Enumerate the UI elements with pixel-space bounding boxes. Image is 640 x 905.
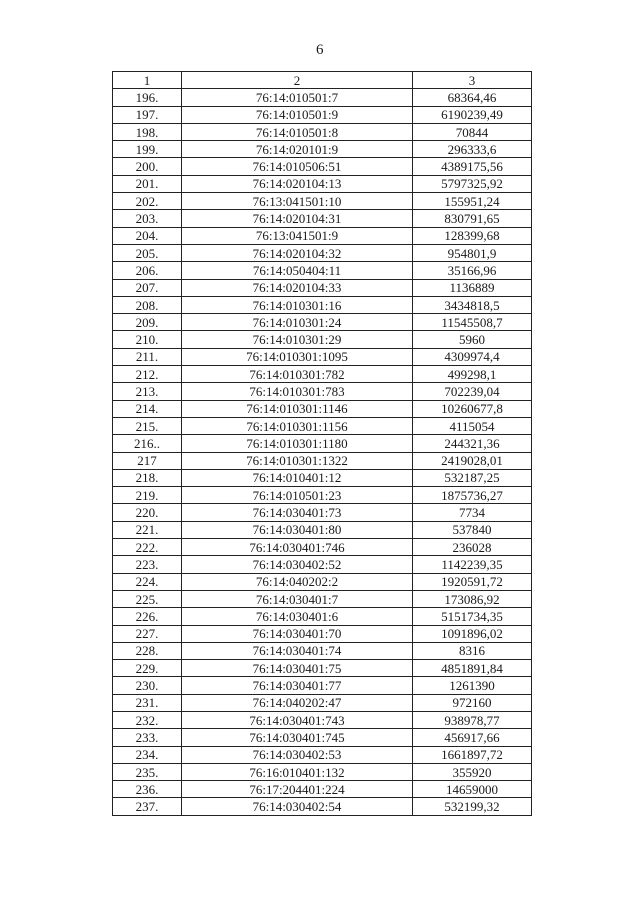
cadastral-number-cell: 76:14:010301:1146 bbox=[182, 400, 413, 417]
table-row bbox=[113, 556, 532, 573]
value-cell: 1920591,72 bbox=[413, 573, 532, 590]
cadastral-number-cell: 76:14:010301:1095 bbox=[182, 348, 413, 365]
table-row bbox=[113, 141, 532, 158]
cadastral-number-cell: 76:14:010501:8 bbox=[182, 123, 413, 140]
row-number-cell: 200. bbox=[113, 158, 182, 175]
cadastral-number-cell: 76:14:050404:11 bbox=[182, 262, 413, 279]
cadastral-number-cell: 76:14:030402:54 bbox=[182, 798, 413, 815]
cadastral-number-cell: 76:14:030401:743 bbox=[182, 711, 413, 728]
cadastral-number-cell: 76:14:030402:52 bbox=[182, 556, 413, 573]
table-row bbox=[113, 642, 532, 659]
table-row bbox=[113, 417, 532, 434]
cadastral-number-cell: 76:14:040202:47 bbox=[182, 694, 413, 711]
table-row bbox=[113, 348, 532, 365]
value-cell: 456917,66 bbox=[413, 729, 532, 746]
row-number-cell: 209. bbox=[113, 314, 182, 331]
value-cell: 1661897,72 bbox=[413, 746, 532, 763]
table-row bbox=[113, 539, 532, 556]
cadastral-number-cell: 76:14:030401:77 bbox=[182, 677, 413, 694]
value-cell: 8316 bbox=[413, 642, 532, 659]
row-number-cell: 232. bbox=[113, 711, 182, 728]
cadastral-number-cell: 76:14:030401:74 bbox=[182, 642, 413, 659]
row-number-cell: 205. bbox=[113, 244, 182, 261]
table-row bbox=[113, 677, 532, 694]
row-number-cell: 219. bbox=[113, 487, 182, 504]
table-row bbox=[113, 262, 532, 279]
value-cell: 532187,25 bbox=[413, 469, 532, 486]
value-cell: 4115054 bbox=[413, 417, 532, 434]
value-cell: 3434818,5 bbox=[413, 296, 532, 313]
table-row bbox=[113, 763, 532, 780]
row-number-cell: 207. bbox=[113, 279, 182, 296]
cadastral-number-cell: 76:14:030401:80 bbox=[182, 521, 413, 538]
cadastral-number-cell: 76:14:010301:1180 bbox=[182, 435, 413, 452]
cadastral-number-cell: 76:14:020101:9 bbox=[182, 141, 413, 158]
value-cell: 11545508,7 bbox=[413, 314, 532, 331]
row-number-cell: 197. bbox=[113, 106, 182, 123]
cadastral-number-cell: 76:14:010301:1322 bbox=[182, 452, 413, 469]
row-number-cell: 208. bbox=[113, 296, 182, 313]
row-number-cell: 204. bbox=[113, 227, 182, 244]
cadastral-number-cell: 76:14:020104:13 bbox=[182, 175, 413, 192]
row-number-cell: 210. bbox=[113, 331, 182, 348]
cadastral-number-cell: 76:13:041501:10 bbox=[182, 193, 413, 210]
value-cell: 10260677,8 bbox=[413, 400, 532, 417]
table-row bbox=[113, 244, 532, 261]
row-number-cell: 211. bbox=[113, 348, 182, 365]
cadastral-number-cell: 76:14:030401:6 bbox=[182, 608, 413, 625]
value-cell: 355920 bbox=[413, 763, 532, 780]
row-number-cell: 229. bbox=[113, 660, 182, 677]
row-number-cell: 228. bbox=[113, 642, 182, 659]
table-row bbox=[113, 452, 532, 469]
row-number-cell: 198. bbox=[113, 123, 182, 140]
value-cell: 244321,36 bbox=[413, 435, 532, 452]
cadastral-number-cell: 76:14:030401:746 bbox=[182, 539, 413, 556]
value-cell: 7734 bbox=[413, 504, 532, 521]
row-number-cell: 218. bbox=[113, 469, 182, 486]
value-cell: 173086,92 bbox=[413, 590, 532, 607]
column-header-3: 3 bbox=[413, 72, 532, 89]
table-row bbox=[113, 158, 532, 175]
cadastral-number-cell: 76:13:041501:9 bbox=[182, 227, 413, 244]
row-number-cell: 224. bbox=[113, 573, 182, 590]
cadastral-number-cell: 76:14:010301:29 bbox=[182, 331, 413, 348]
cadastral-number-cell: 76:14:010506:51 bbox=[182, 158, 413, 175]
value-cell: 35166,96 bbox=[413, 262, 532, 279]
row-number-cell: 236. bbox=[113, 781, 182, 798]
row-number-cell: 212. bbox=[113, 366, 182, 383]
row-number-cell: 230. bbox=[113, 677, 182, 694]
value-cell: 499298,1 bbox=[413, 366, 532, 383]
table-row bbox=[113, 123, 532, 140]
row-number-cell: 234. bbox=[113, 746, 182, 763]
cadastral-number-cell: 76:17:204401:224 bbox=[182, 781, 413, 798]
value-cell: 938978,77 bbox=[413, 711, 532, 728]
value-cell: 532199,32 bbox=[413, 798, 532, 815]
value-cell: 1142239,35 bbox=[413, 556, 532, 573]
value-cell: 4851891,84 bbox=[413, 660, 532, 677]
table-row bbox=[113, 227, 532, 244]
row-number-cell: 235. bbox=[113, 763, 182, 780]
table-row bbox=[113, 625, 532, 642]
cadastral-number-cell: 76:14:010301:1156 bbox=[182, 417, 413, 434]
table-row bbox=[113, 798, 532, 815]
row-number-cell: 201. bbox=[113, 175, 182, 192]
cadastral-number-cell: 76:14:010301:16 bbox=[182, 296, 413, 313]
value-cell: 4389175,56 bbox=[413, 158, 532, 175]
value-cell: 702239,04 bbox=[413, 383, 532, 400]
row-number-cell: 203. bbox=[113, 210, 182, 227]
cadastral-number-cell: 76:14:020104:31 bbox=[182, 210, 413, 227]
table-row bbox=[113, 89, 532, 106]
cadastral-number-cell: 76:14:010301:782 bbox=[182, 366, 413, 383]
cadastral-number-cell: 76:14:010301:783 bbox=[182, 383, 413, 400]
value-cell: 954801,9 bbox=[413, 244, 532, 261]
page-number: 6 bbox=[316, 42, 324, 58]
value-cell: 4309974,4 bbox=[413, 348, 532, 365]
row-number-cell: 227. bbox=[113, 625, 182, 642]
row-number-cell: 221. bbox=[113, 521, 182, 538]
value-cell: 128399,68 bbox=[413, 227, 532, 244]
cadastral-number-cell: 76:14:010501:23 bbox=[182, 487, 413, 504]
table-header bbox=[113, 72, 532, 89]
value-cell: 1091896,02 bbox=[413, 625, 532, 642]
value-cell: 6190239,49 bbox=[413, 106, 532, 123]
value-cell: 70844 bbox=[413, 123, 532, 140]
table-row bbox=[113, 400, 532, 417]
row-number-cell: 222. bbox=[113, 539, 182, 556]
table-row bbox=[113, 781, 532, 798]
table-row bbox=[113, 746, 532, 763]
row-number-cell: 237. bbox=[113, 798, 182, 815]
table-row bbox=[113, 487, 532, 504]
cadastral-number-cell: 76:14:030401:73 bbox=[182, 504, 413, 521]
table-row bbox=[113, 210, 532, 227]
value-cell: 972160 bbox=[413, 694, 532, 711]
table-row bbox=[113, 729, 532, 746]
row-number-cell: 226. bbox=[113, 608, 182, 625]
table-body bbox=[113, 89, 532, 815]
value-cell: 296333,6 bbox=[413, 141, 532, 158]
cadastral-number-cell: 76:14:030401:7 bbox=[182, 590, 413, 607]
table-row bbox=[113, 331, 532, 348]
cadastral-number-cell: 76:14:020104:32 bbox=[182, 244, 413, 261]
value-cell: 236028 bbox=[413, 539, 532, 556]
value-cell: 68364,46 bbox=[413, 89, 532, 106]
row-number-cell: 231. bbox=[113, 694, 182, 711]
row-number-cell: 199. bbox=[113, 141, 182, 158]
value-cell: 1136889 bbox=[413, 279, 532, 296]
value-cell: 2419028,01 bbox=[413, 452, 532, 469]
row-number-cell: 214. bbox=[113, 400, 182, 417]
cadastral-number-cell: 76:14:030402:53 bbox=[182, 746, 413, 763]
row-number-cell: 220. bbox=[113, 504, 182, 521]
table-row bbox=[113, 590, 532, 607]
cadastral-number-cell: 76:14:030401:70 bbox=[182, 625, 413, 642]
table-row bbox=[113, 314, 532, 331]
cadastral-number-cell: 76:14:030401:745 bbox=[182, 729, 413, 746]
cadastral-number-cell: 76:14:030401:75 bbox=[182, 660, 413, 677]
row-number-cell: 215. bbox=[113, 417, 182, 434]
cadastral-number-cell: 76:16:010401:132 bbox=[182, 763, 413, 780]
table-row bbox=[113, 383, 532, 400]
value-cell: 5151734,35 bbox=[413, 608, 532, 625]
row-number-cell: 202. bbox=[113, 193, 182, 210]
cadastral-number-cell: 76:14:020104:33 bbox=[182, 279, 413, 296]
value-cell: 830791,65 bbox=[413, 210, 532, 227]
table-row bbox=[113, 279, 532, 296]
cadastral-number-cell: 76:14:040202:2 bbox=[182, 573, 413, 590]
row-number-cell: 233. bbox=[113, 729, 182, 746]
value-cell: 537840 bbox=[413, 521, 532, 538]
cadastral-number-cell: 76:14:010501:9 bbox=[182, 106, 413, 123]
cadastral-number-cell: 76:14:010501:7 bbox=[182, 89, 413, 106]
table-row bbox=[113, 106, 532, 123]
table-row bbox=[113, 694, 532, 711]
table-row bbox=[113, 296, 532, 313]
row-number-cell: 223. bbox=[113, 556, 182, 573]
table-row bbox=[113, 175, 532, 192]
table-row bbox=[113, 521, 532, 538]
value-cell: 14659000 bbox=[413, 781, 532, 798]
table-row bbox=[113, 469, 532, 486]
value-cell: 5960 bbox=[413, 331, 532, 348]
value-cell: 1875736,27 bbox=[413, 487, 532, 504]
row-number-cell: 213. bbox=[113, 383, 182, 400]
table-row bbox=[113, 711, 532, 728]
header-row bbox=[113, 72, 532, 89]
row-number-cell: 216.. bbox=[113, 435, 182, 452]
row-number-cell: 225. bbox=[113, 590, 182, 607]
value-cell: 5797325,92 bbox=[413, 175, 532, 192]
row-number-cell: 217 bbox=[113, 452, 182, 469]
cadastral-value-table bbox=[112, 71, 532, 816]
table-row bbox=[113, 608, 532, 625]
row-number-cell: 196. bbox=[113, 89, 182, 106]
table-row bbox=[113, 504, 532, 521]
table-row bbox=[113, 573, 532, 590]
table-row bbox=[113, 660, 532, 677]
value-cell: 155951,24 bbox=[413, 193, 532, 210]
table-row bbox=[113, 366, 532, 383]
cadastral-number-cell: 76:14:010301:24 bbox=[182, 314, 413, 331]
table-row bbox=[113, 435, 532, 452]
value-cell: 1261390 bbox=[413, 677, 532, 694]
column-header-2: 2 bbox=[182, 72, 413, 89]
cadastral-number-cell: 76:14:010401:12 bbox=[182, 469, 413, 486]
column-header-1: 1 bbox=[113, 72, 182, 89]
table-row bbox=[113, 193, 532, 210]
row-number-cell: 206. bbox=[113, 262, 182, 279]
